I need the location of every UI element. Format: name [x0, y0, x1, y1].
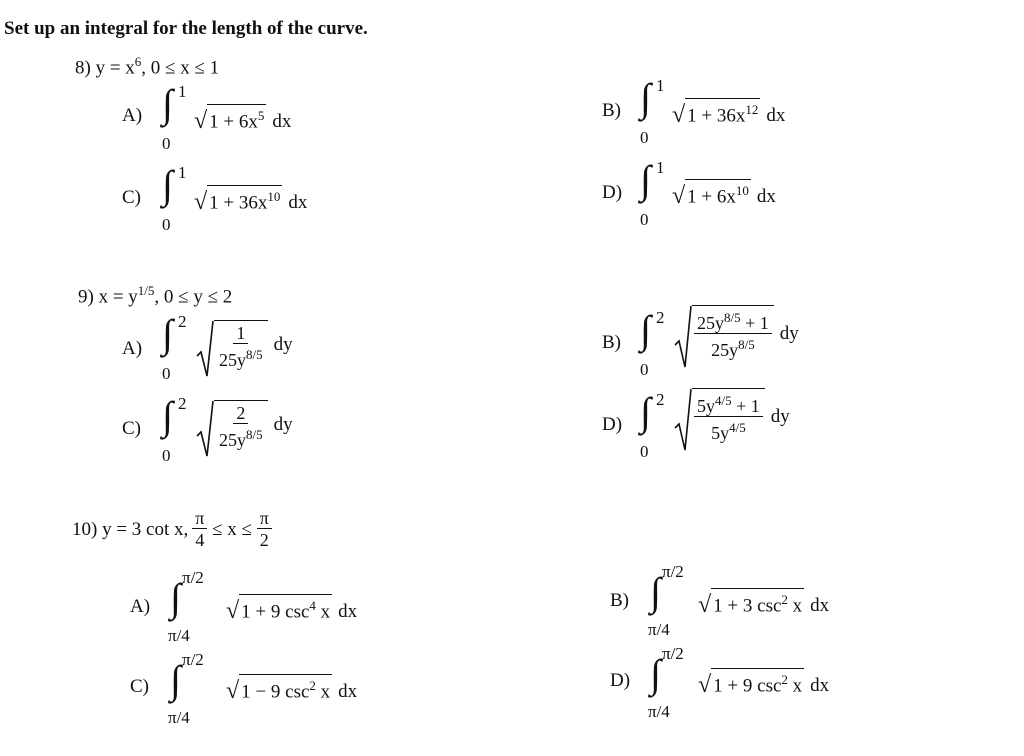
- option-label: C): [122, 187, 141, 208]
- integral-10d: ∫ π/2 π/4: [648, 644, 684, 721]
- option-9c-expr: $\frac{2}{25y^{8/5}}$ dy: [196, 400, 293, 458]
- option-9d-expr: $\frac{5y^{4/5} + 1}{5y^{4/5}}$ dy: [674, 388, 790, 452]
- integral-8b: ∫ 1 0: [640, 75, 665, 147]
- integral-8c: ∫ 1 0: [162, 162, 187, 234]
- problem-10-statement: 10) y = 3 cot x, $\frac{\pi}{4}$ ≤ x ≤ $\frac{\pi}{2}$: [72, 508, 272, 551]
- option-10b-expr: √ 1 + 3 $\csc^2 x$ dx: [698, 588, 829, 617]
- option-label: D): [602, 182, 623, 203]
- integral-8a: ∫ 1 0: [162, 81, 187, 153]
- problem-8-statement: 8) $y = x^6$, 0 ≤ x ≤ 1: [75, 54, 220, 79]
- option-label: A): [130, 596, 151, 617]
- option-8a-expr: √ $1 + 6x^5$ dx: [194, 104, 291, 133]
- integral-10b: ∫ π/2 π/4: [648, 562, 684, 639]
- option-label: A): [122, 338, 143, 359]
- radical-sign: [674, 305, 692, 369]
- option-label: A): [122, 105, 143, 126]
- option-8c-expr: √ $1 + 36x^{10}$ dx: [194, 185, 307, 214]
- integral-9b: ∫ 2 0: [640, 307, 665, 379]
- problem-9-statement: 9) $x = y^{1/5}$, 0 ≤ y ≤ 2: [78, 283, 233, 308]
- integral-9d: ∫ 2 0: [640, 389, 665, 461]
- option-label: B): [602, 332, 621, 353]
- option-label: C): [130, 676, 149, 697]
- integral-9a: ∫ 2 0: [162, 311, 187, 383]
- option-label: D): [602, 414, 623, 435]
- option-8b-expr: √ $1 + 36x^{12}$ dx: [672, 98, 785, 127]
- option-10c-expr: √ 1 − 9 $\csc^2 x$ dx: [226, 674, 357, 703]
- option-8d-expr: √ $1 + 6x^{10}$ dx: [672, 179, 776, 208]
- integral-10a: ∫ π/2 π/4: [168, 568, 204, 645]
- problem-number: 9): [78, 286, 94, 308]
- option-label: B): [610, 590, 629, 611]
- option-10a-expr: √ 1 + 9 $\csc^4 x$ dx: [226, 594, 357, 623]
- radical-sign: [196, 400, 214, 458]
- option-9b-expr: $\frac{25y^{8/5} + 1}{25y^{8/5}}$ dy: [674, 305, 799, 369]
- page-title: Set up an integral for the length of the curve.: [4, 18, 368, 39]
- problem-number: 10): [72, 518, 98, 540]
- integral-9c: ∫ 2 0: [162, 393, 187, 465]
- option-label: C): [122, 418, 141, 439]
- option-10d-expr: √ 1 + 9 $\csc^2 x$ dx: [698, 668, 829, 697]
- option-label: B): [602, 100, 621, 121]
- radical-sign: [196, 320, 214, 378]
- problem-number: 8): [75, 57, 91, 79]
- radical-sign: [674, 388, 692, 452]
- option-9a-expr: $\frac{1}{25y^{8/5}}$ dy: [196, 320, 293, 378]
- option-label: D): [610, 670, 631, 691]
- integral-8d: ∫ 1 0: [640, 157, 665, 229]
- integral-10c: ∫ π/2 π/4: [168, 650, 204, 727]
